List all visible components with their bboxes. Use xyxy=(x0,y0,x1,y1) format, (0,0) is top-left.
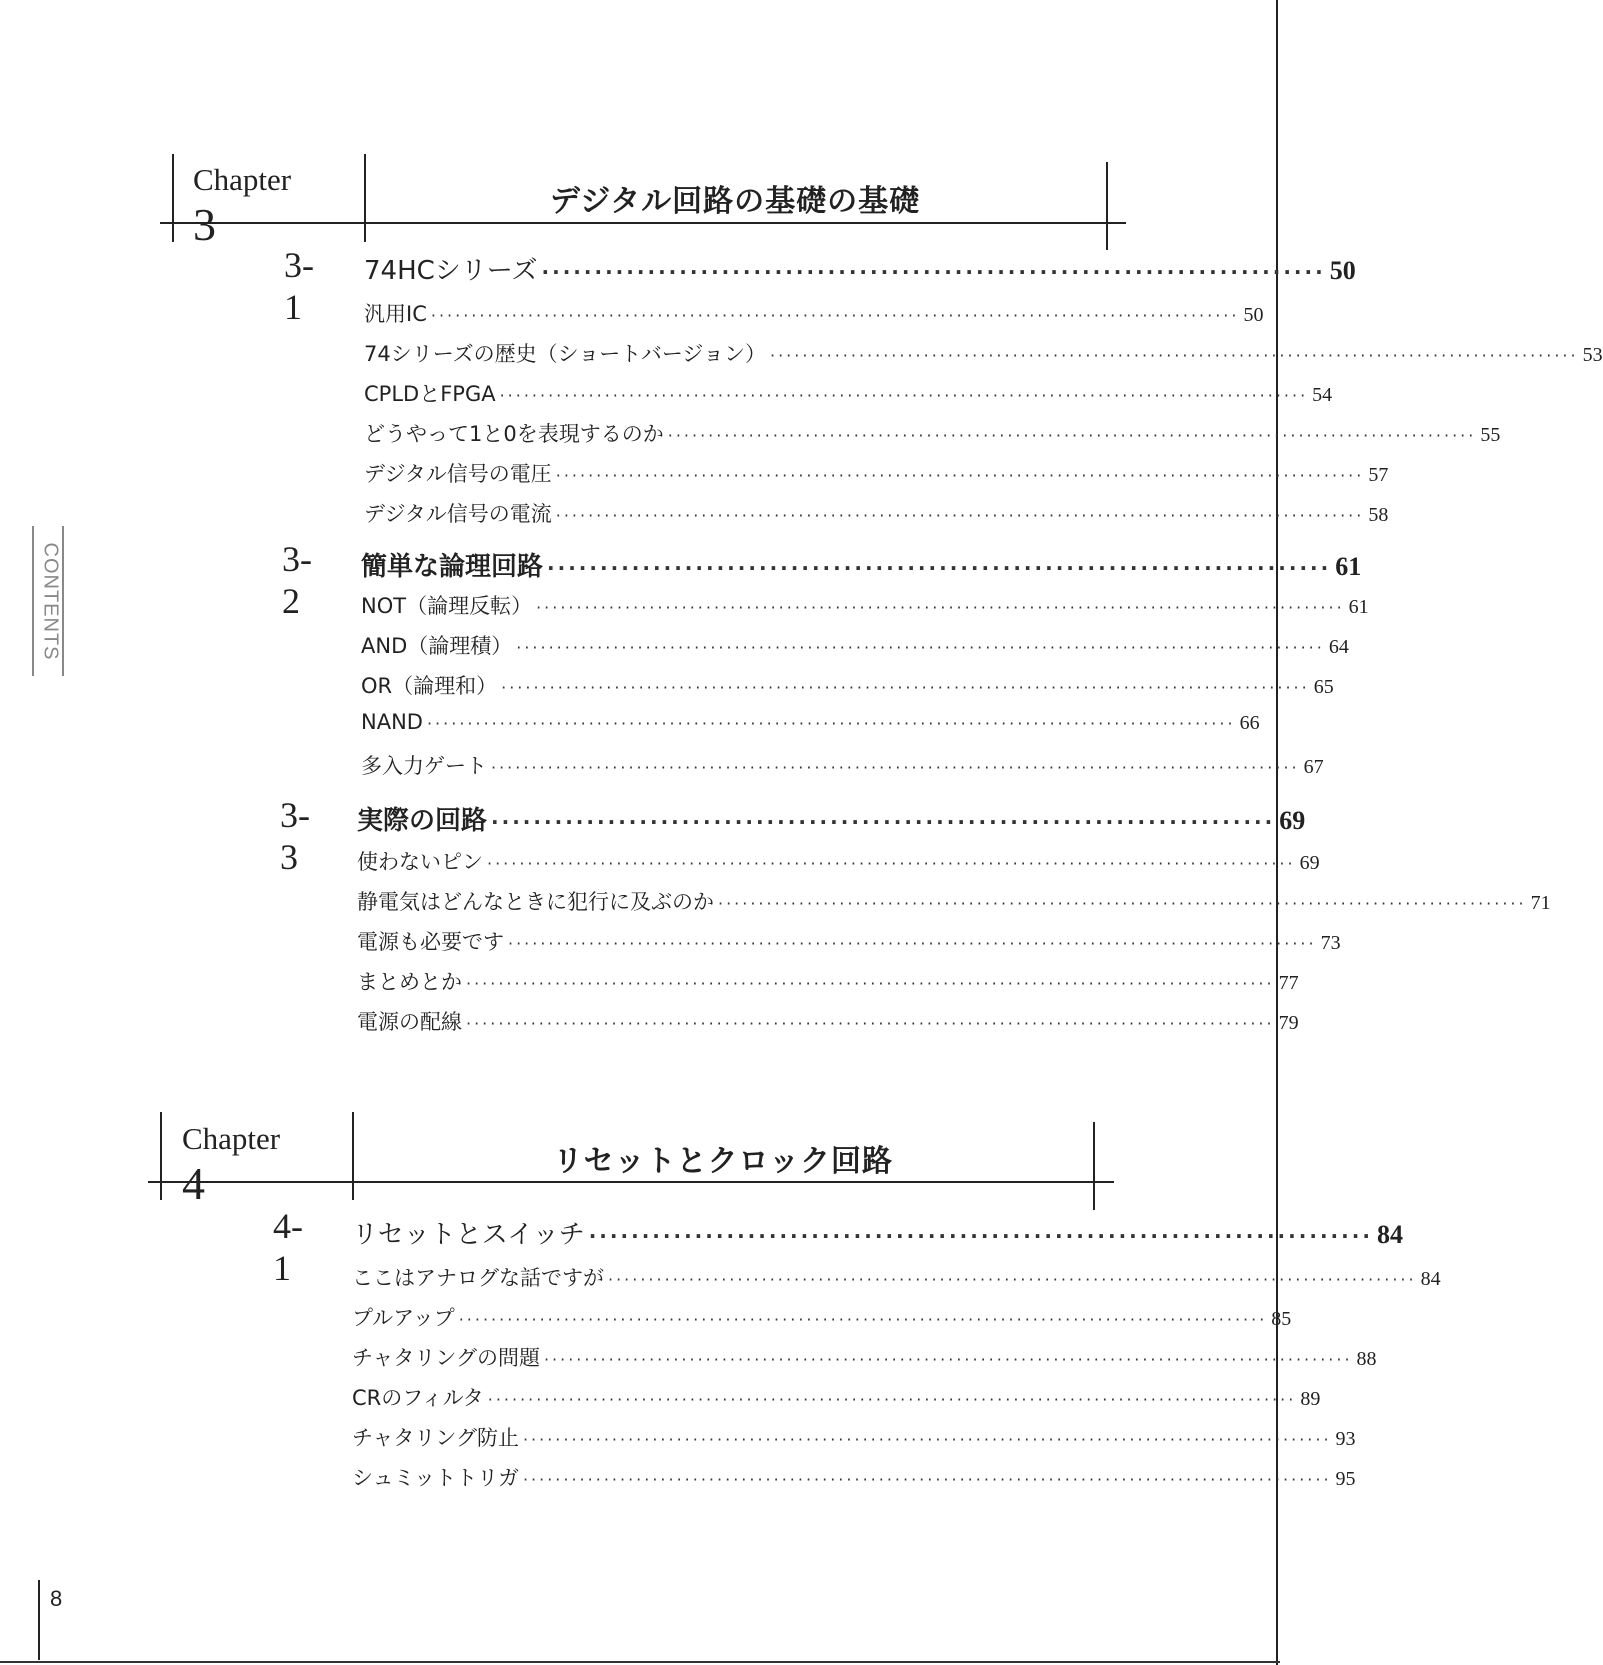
leader-dots: ···································································································· xyxy=(508,934,1317,953)
entry-label: 静電気はどんなときに犯行に及ぶのか xyxy=(357,890,714,914)
toc-entry[interactable] xyxy=(361,750,1324,780)
leader-dots: ···································································································· xyxy=(770,346,1579,365)
page-ref: 58 xyxy=(1368,504,1389,526)
contents-side-tab xyxy=(30,526,66,676)
page-ref: 88 xyxy=(1356,1348,1377,1370)
leader-dots: ·········································································· xyxy=(547,556,1332,580)
entry-label: NAND xyxy=(361,710,423,734)
entry-label: デジタル信号の電圧 xyxy=(364,462,552,486)
leader-dots: ···································································································· xyxy=(555,506,1365,525)
entry-label: チャタリングの問題 xyxy=(352,1346,540,1370)
entry-label: 汎用IC xyxy=(364,302,427,326)
page-ref: 69 xyxy=(1279,806,1306,835)
entry-label: 電源も必要です xyxy=(357,930,504,954)
leader-dots: ···································································································· xyxy=(501,678,1310,697)
chapter-4-label xyxy=(182,1121,280,1210)
chapter-4-rule-right xyxy=(1093,1122,1095,1210)
toc-entry[interactable] xyxy=(352,1422,1356,1452)
toc-entry[interactable] xyxy=(357,886,1551,916)
toc-entry[interactable] xyxy=(352,1342,1377,1372)
toc-entry[interactable] xyxy=(364,418,1501,448)
leader-dots: ·········································································· xyxy=(541,260,1326,284)
toc-entry[interactable] xyxy=(364,298,1264,328)
leader-dots: ···································································································· xyxy=(522,1430,1332,1449)
leader-dots: ···································································································· xyxy=(491,758,1300,777)
toc-entry[interactable] xyxy=(361,590,1369,620)
side-tab-rule-right xyxy=(62,526,64,676)
page-ref: 55 xyxy=(1480,424,1501,446)
chapter-4-rule-bottom xyxy=(148,1181,1114,1183)
page-ref: 89 xyxy=(1300,1388,1321,1410)
entry-label: チャタリング防止 xyxy=(352,1426,519,1450)
toc-entry[interactable] xyxy=(357,1006,1299,1036)
page-ref: 69 xyxy=(1299,852,1320,874)
section-number: 3-3 xyxy=(280,795,310,877)
page-ref: 65 xyxy=(1313,676,1334,698)
page-ref: 61 xyxy=(1335,552,1362,581)
page-ref: 54 xyxy=(1312,384,1333,406)
entry-label: NOT（論理反転） xyxy=(361,594,533,618)
page-ref: 84 xyxy=(1376,1220,1403,1249)
leader-dots: ···································································································· xyxy=(499,386,1309,405)
entry-label: OR（論理和） xyxy=(361,674,498,698)
toc-entry[interactable] xyxy=(357,966,1299,996)
section-title-row[interactable] xyxy=(361,546,1362,583)
page-ref: 93 xyxy=(1335,1428,1356,1450)
entry-label: 使わないピン xyxy=(357,850,483,874)
leader-dots: ···································································································· xyxy=(466,974,1275,993)
chapter-3-word: Chapter xyxy=(193,162,292,197)
leader-dots: ···································································································· xyxy=(522,1470,1332,1489)
chapter-4-title: リセットとクロック回路 xyxy=(552,1144,894,1179)
section-title: 74HCシリーズ xyxy=(364,256,538,286)
section-title: 実際の回路 xyxy=(357,806,488,836)
chapter-4-number: 4 xyxy=(182,1158,205,1209)
chapter-3-rule-left xyxy=(172,154,174,242)
page-edge-right xyxy=(1276,0,1278,1665)
page-ref: 50 xyxy=(1329,256,1356,285)
leader-dots: ···································································································· xyxy=(718,894,1527,913)
toc-entry[interactable] xyxy=(364,338,1603,368)
entry-label: デジタル信号の電流 xyxy=(364,502,552,526)
toc-entry[interactable] xyxy=(364,458,1389,488)
toc-entry[interactable] xyxy=(364,498,1389,528)
leader-dots: ···································································································· xyxy=(458,1310,1268,1329)
leader-dots: ···································································································· xyxy=(555,466,1365,485)
leader-dots: ···································································································· xyxy=(536,598,1345,617)
page-number-block xyxy=(38,1580,62,1660)
entry-label: CRのフィルタ xyxy=(352,1386,484,1410)
toc-entry[interactable] xyxy=(357,846,1320,876)
page-ref: 64 xyxy=(1328,636,1349,658)
chapter-3-rule-mid xyxy=(364,154,366,242)
page-ref: 95 xyxy=(1335,1468,1356,1490)
leader-dots: ···································································································· xyxy=(426,714,1236,733)
section-number: 3-2 xyxy=(282,539,312,621)
toc-entry[interactable] xyxy=(361,670,1334,700)
leader-dots: ···································································································· xyxy=(516,638,1325,657)
leader-dots: ···································································································· xyxy=(487,1390,1297,1409)
chapter-3-number: 3 xyxy=(193,199,216,250)
entry-label: CPLDとFPGA xyxy=(364,382,496,406)
side-tab-rule-left xyxy=(32,526,34,676)
section-title: 簡単な論理回路 xyxy=(361,552,544,582)
entry-label: プルアップ xyxy=(352,1306,455,1330)
leader-dots: ·········································································· xyxy=(588,1224,1373,1248)
leader-dots: ···································································································· xyxy=(608,1270,1417,1289)
entry-label: 多入力ゲート xyxy=(361,754,487,778)
page-edge-bottom xyxy=(0,1661,1280,1663)
entry-label: どうやって1と0を表現するのか xyxy=(364,422,664,446)
toc-entry[interactable] xyxy=(352,1262,1441,1292)
page-ref: 57 xyxy=(1368,464,1389,486)
page-ref: 85 xyxy=(1271,1308,1292,1330)
page-ref: 79 xyxy=(1278,1012,1299,1034)
section-title-row[interactable] xyxy=(364,250,1356,287)
toc-entry[interactable] xyxy=(352,1462,1356,1492)
page-ref: 53 xyxy=(1582,344,1603,366)
page-ref: 77 xyxy=(1278,972,1299,994)
chapter-3-title: デジタル回路の基礎の基礎 xyxy=(549,184,921,219)
entry-label: AND（論理積） xyxy=(361,634,513,658)
page-ref: 84 xyxy=(1420,1268,1441,1290)
chapter-4-rule-mid xyxy=(352,1112,354,1200)
entry-label: 電源の配線 xyxy=(357,1010,462,1034)
chapter-3-rule-right xyxy=(1106,162,1108,250)
toc-entry[interactable] xyxy=(352,1382,1321,1412)
entry-label: まとめとか xyxy=(357,970,462,994)
leader-dots: ···································································································· xyxy=(543,1350,1353,1369)
entry-label: 74シリーズの歴史（ショートバージョン） xyxy=(364,342,766,366)
toc-entry[interactable] xyxy=(352,1302,1292,1332)
page-ref: 73 xyxy=(1320,932,1341,954)
chapter-3-label xyxy=(193,162,291,251)
toc-entry[interactable] xyxy=(361,630,1349,660)
leader-dots: ···································································································· xyxy=(667,426,1477,445)
entry-label: シュミットトリガ xyxy=(352,1466,519,1490)
section-title-row[interactable] xyxy=(357,800,1306,837)
side-tab-label: CONTENTS xyxy=(39,542,62,661)
page-ref: 71 xyxy=(1530,892,1551,914)
chapter-3-rule-bottom xyxy=(160,222,1126,224)
chapter-4-rule-left xyxy=(160,1112,162,1200)
page-ref: 50 xyxy=(1243,304,1264,326)
page-number: 8 xyxy=(50,1586,63,1611)
page-ref: 67 xyxy=(1303,756,1324,778)
section-title-row[interactable] xyxy=(352,1214,1403,1251)
toc-entry[interactable] xyxy=(361,710,1260,735)
chapter-4-word: Chapter xyxy=(182,1121,281,1156)
toc-entry[interactable] xyxy=(357,926,1341,956)
leader-dots: ·········································································· xyxy=(491,810,1276,834)
toc-entry[interactable] xyxy=(364,378,1333,408)
page-ref: 61 xyxy=(1348,596,1369,618)
entry-label: ここはアナログな話ですが xyxy=(352,1266,604,1290)
leader-dots: ···································································································· xyxy=(487,854,1296,873)
section-number: 4-1 xyxy=(273,1206,303,1288)
leader-dots: ···································································································· xyxy=(430,306,1240,325)
section-title: リセットとスイッチ xyxy=(352,1220,585,1250)
section-number: 3-1 xyxy=(284,245,314,327)
page-ref: 66 xyxy=(1239,712,1260,734)
leader-dots: ···································································································· xyxy=(466,1014,1275,1033)
